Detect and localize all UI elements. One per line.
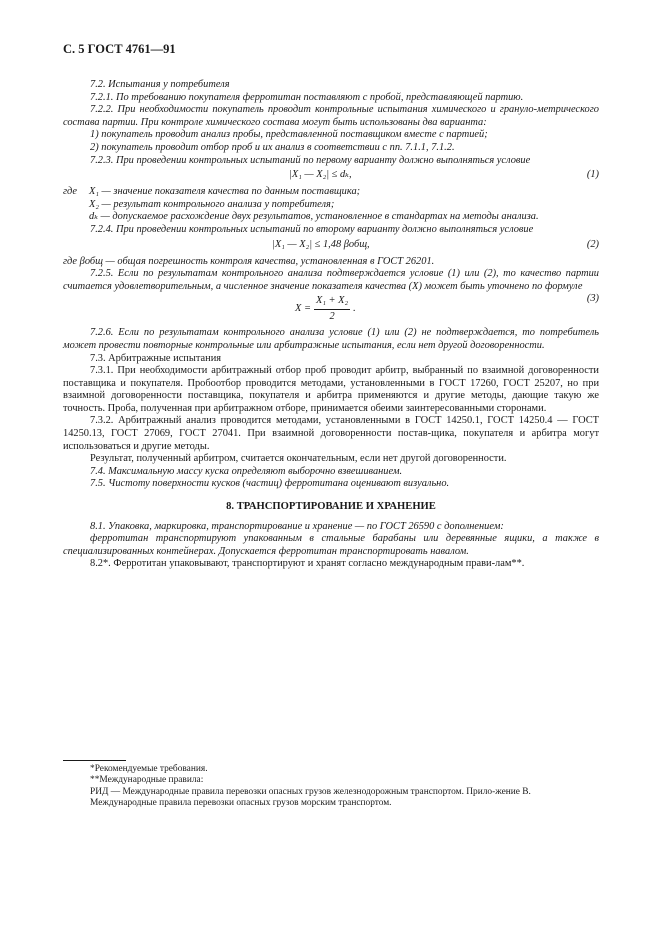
page-header: С. 5 ГОСТ 4761—91 xyxy=(63,42,176,56)
definition-beta: где βобщ — общая погрешность контроля качества, установленная в ГОСТ 26201. xyxy=(63,255,435,267)
definition-dk-text: dₖ — допускаемое расхождение двух результатов, установленное в стандартах на методы анализа. xyxy=(89,211,539,223)
clause-7-2-title: 7.2. Испытания у потребителя xyxy=(90,79,230,90)
arbiter-result: Результат, полученный арбитром, считается окончательным, если нет другой договоренности. xyxy=(90,453,507,465)
clause-7-2-6: 7.2.6. Если по результатам контрольного анализа условие (1) или (2) не подтверждается, то потребитель может провести повторные контрольные или арбитражные испытания, если нет другой договоренности. xyxy=(63,327,599,351)
footnote-3: РИД — Международные правила перевозки опасных грузов железнодорожным транспортом. Прило-жение В. xyxy=(90,786,531,797)
definition-x1-text: X₁ — значение показателя качества по данным поставщика; xyxy=(89,186,361,198)
formula-1 xyxy=(63,167,599,186)
clause-7-2-4: 7.2.4. При проведении контрольных испытаний по второму варианту должно выполняться условие xyxy=(90,223,534,235)
clause-7-3-2: 7.3.2. Арбитражный анализ проводится методами, установленными в ГОСТ 14250.1, ГОСТ 14250.4 — ГОСТ 14250.13, ГОСТ 27069, ГОСТ 27041. При взаимной договоренности постав-щика, покупателя и арбитра могут использоваться и другие методы. xyxy=(63,415,599,452)
definition-dk xyxy=(63,211,599,224)
formula-3-tail: . xyxy=(353,303,356,315)
formula-2-expression: |X₁ — X₂| ≤ 1,48 βобщ, xyxy=(272,238,370,250)
clause-8-1: 8.1. Упаковка, маркировка, транспортирование и хранение — по ГОСТ 26590 с дополнением: xyxy=(90,520,504,532)
footnotes xyxy=(63,764,599,810)
clause-7-2-3: 7.2.3. При проведении контрольных испытаний по первому варианту должно выполняться условие xyxy=(90,154,531,166)
formula-3-numerator: X₁ + X₂ xyxy=(314,295,350,310)
formula-2-number: (2) xyxy=(586,238,599,250)
formula-3-fraction xyxy=(314,295,350,323)
definition-lead: где xyxy=(63,186,78,198)
clause-7-2-2: 7.2.2. При необходимости покупатель проводит контрольные испытания химического и грануло-метрического состава партии. При контроле химического состава могут быть использованы два варианта: xyxy=(63,104,599,128)
variant-2: 2) покупатель проводит отбор проб и их анализ в соответствии с пп. 7.1.1, 7.1.2. xyxy=(90,141,455,153)
formula-1-number: (1) xyxy=(586,169,599,181)
section-8-title: 8. ТРАНСПОРТИРОВАНИЕ И ХРАНЕНИЕ xyxy=(226,501,436,513)
clause-7-3-1: 7.3.1. При необходимости арбитражный отбор проб проводит арбитр, выбранный по взаимной договоренности поставщика и покупателя. Пробоотбор проводится методами, установленными в ГОСТ 17260, ГОСТ 25207, но при взаимной договоренности поставщика, покупателя и арбитра применяются и другие методы, дающие такую же точность. Проба, полученная при арбитражном отборе, принимается обеими заинтересованными сторонами. xyxy=(63,365,599,414)
clause-8-1-addition: ферротитан транспортируют упакованным в стальные барабаны или деревянные ящики, а также в специализированных контейнерах. Допускается ферротитан транспортировать навалом. xyxy=(63,533,599,557)
formula-2 xyxy=(63,237,599,256)
formula-3 xyxy=(63,293,599,327)
clause-8-2: 8.2*. Ферротитан упаковывают, транспортируют и хранят согласно международным прави-лам**. xyxy=(90,558,525,570)
footnote-4: Международные правила перевозки опасных грузов морским транспортом. xyxy=(90,798,392,809)
document-body xyxy=(63,79,599,571)
formula-3-lhs: X = xyxy=(295,303,311,315)
definition-x2-text: X₂ — результат контрольного анализа у потребителя; xyxy=(89,198,335,210)
definition-x2 xyxy=(63,199,599,212)
formula-3-number: (3) xyxy=(586,293,599,305)
footnote-2: **Международные правила: xyxy=(90,775,204,786)
formula-3-denominator: 2 xyxy=(329,310,335,322)
variant-1: 1) покупатель проводит анализ пробы, представленной поставщиком вместе с партией; xyxy=(90,129,488,141)
formula-3-expression xyxy=(295,295,356,323)
clause-7-3-title: 7.3. Арбитражные испытания xyxy=(90,352,222,364)
footnote-divider xyxy=(63,760,126,761)
clause-7-5: 7.5. Чистоту поверхности кусков (частиц) ферротитана оценивают визуально. xyxy=(90,478,450,490)
clause-7-4: 7.4. Максимальную массу куска определяют выборочно взвешиванием. xyxy=(90,465,403,477)
clause-7-2-1: 7.2.1. По требованию покупателя ферротитан поставляют с пробой, представляющей партию. xyxy=(90,91,524,103)
footnote-1: *Рекомендуемые требования. xyxy=(90,764,208,774)
definitions-1 xyxy=(63,186,599,224)
definition-x1 xyxy=(63,186,599,199)
clause-7-2-5: 7.2.5. Если по результатам контрольного анализа подтверждается условие (1) или (2), то качество партии считается удовлетворительным, а численное значение показателя качества (X) может быть уточнено по формуле xyxy=(63,268,599,292)
formula-1-expression: |X₁ — X₂| ≤ dₖ, xyxy=(289,169,352,181)
